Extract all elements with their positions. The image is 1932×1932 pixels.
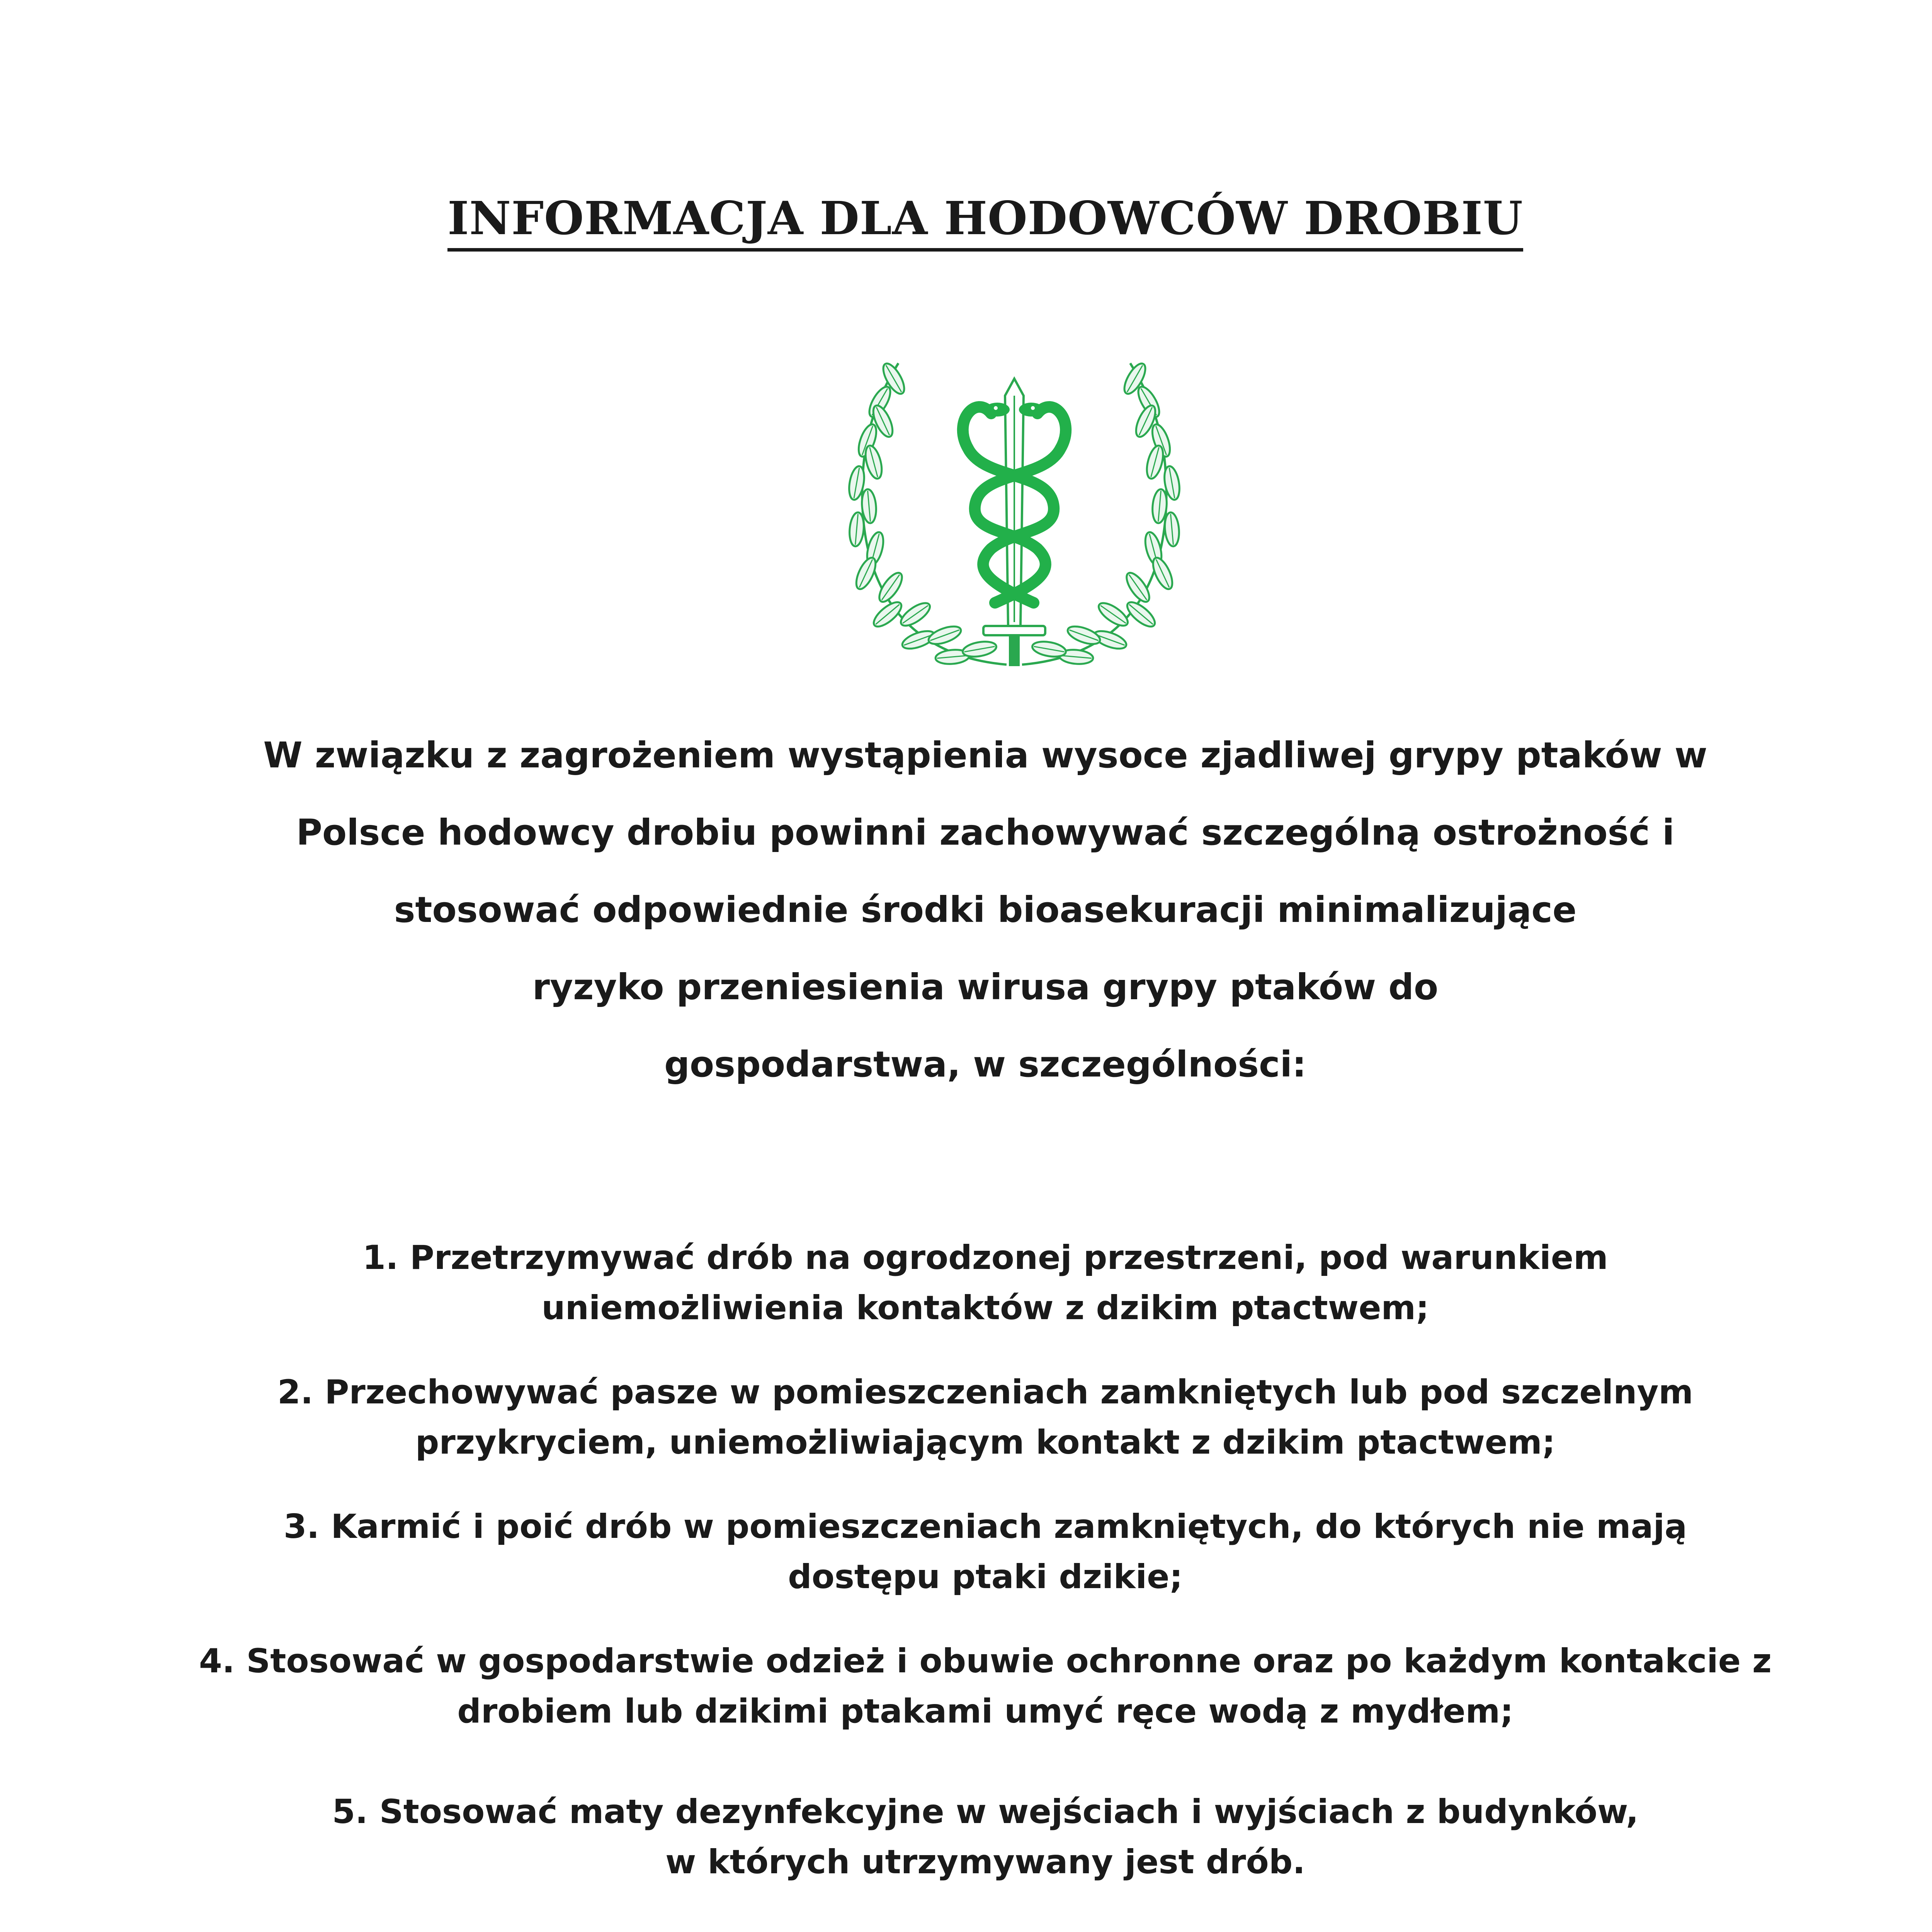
list-item xyxy=(116,1787,1855,1887)
list-item-line: 3. Karmić i poić drób w pomieszczeniach zamkniętych, do których nie mają xyxy=(283,1507,1687,1546)
list-item xyxy=(116,1636,1855,1736)
list-item-line: drobiem lub dzikimi ptakami umyć ręce wodą z mydłem; xyxy=(457,1692,1514,1731)
intro-paragraph xyxy=(116,717,1855,1103)
caduceus-wreath-emblem-icon xyxy=(829,348,1200,680)
list-item-line: przykryciem, uniemożliwiającym kontakt z dzikim ptactwem; xyxy=(415,1423,1556,1462)
intro-line: gospodarstwa, w szczególności: xyxy=(664,1044,1306,1085)
list-item-line: 1. Przetrzymywać drób na ogrodzonej przestrzeni, pod warunkiem xyxy=(362,1238,1608,1277)
list-item xyxy=(116,1367,1855,1468)
intro-line: ryzyko przeniesienia wirusa grypy ptaków do xyxy=(532,966,1439,1008)
list-item-line: w których utrzymywany jest drób. xyxy=(665,1843,1305,1881)
intro-line: W związku z zagrożeniem wystąpienia wysoce zjadliwej grypy ptaków w xyxy=(263,735,1708,776)
list-item-line: 4. Stosować w gospodarstwie odzież i obuwie ochronne oraz po każdym kontakcie z xyxy=(199,1642,1772,1680)
page-title xyxy=(0,191,1932,245)
list-item-line: 2. Przechowywać pasze w pomieszczeniach zamkniętych lub pod szczelnym xyxy=(277,1373,1694,1412)
list-item-line: 5. Stosować maty dezynfekcyjne w wejściach i wyjściach z budynków, xyxy=(332,1793,1639,1831)
list-item xyxy=(116,1233,1855,1333)
page-title-text: INFORMACJA DLA HODOWCÓW DROBIU xyxy=(447,191,1523,252)
biosecurity-measures-list xyxy=(116,1233,1855,1921)
list-item-line: uniemożliwienia kontaktów z dzikim ptactwem; xyxy=(541,1289,1429,1327)
intro-line: Polsce hodowcy drobiu powinni zachowywać szczególną ostrożność i xyxy=(296,812,1675,853)
intro-line: stosować odpowiednie środki bioasekuracji minimalizujące xyxy=(394,889,1577,930)
list-item xyxy=(116,1502,1855,1602)
list-item-line: dostępu ptaki dzikie; xyxy=(788,1558,1183,1596)
